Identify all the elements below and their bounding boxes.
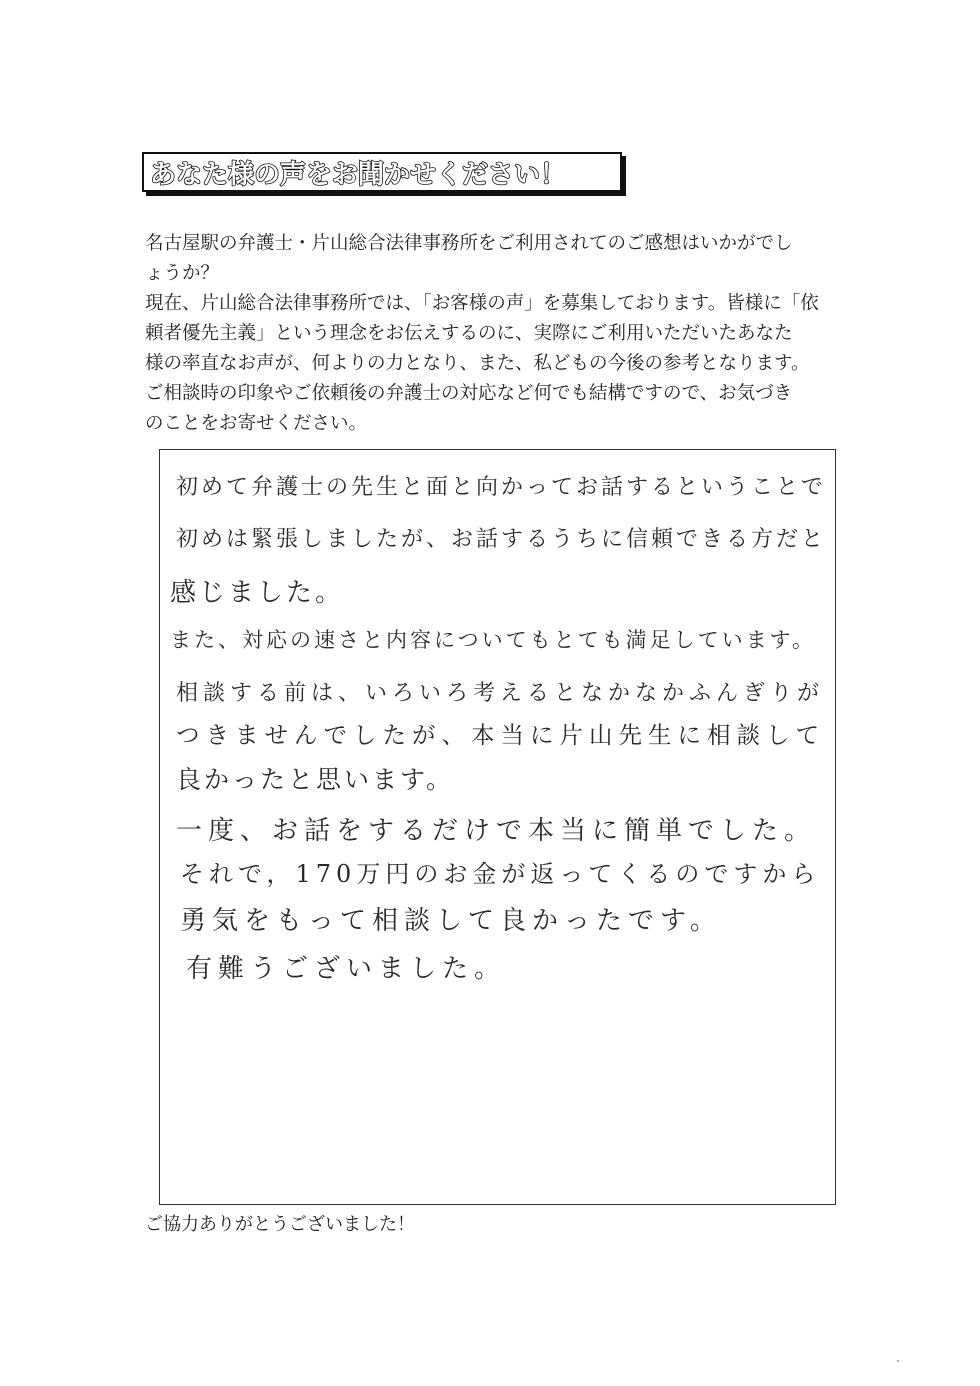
handwritten-line: 初めて弁護士の先生と面と向かってお話するということで xyxy=(176,475,827,500)
intro-line: 名古屋駅の弁護士・片山総合法律事務所をご利用されてのご感想はいかがでし xyxy=(145,233,793,254)
handwritten-line: 良かったと思います。 xyxy=(176,765,455,794)
handwritten-line: 初めは緊張しましたが、お話するうちに信頼できる方だと xyxy=(176,527,827,552)
handwritten-line: また、対応の速さと内容についてもとても満足しています。 xyxy=(170,628,816,652)
intro-line: 現在、片山総合法律事務所では、「お客様の声」を募集しております。皆様に「依 xyxy=(145,293,819,314)
intro-line: ょうか？ xyxy=(145,263,220,284)
footer-thanks: ご協力ありがとうございました！ xyxy=(145,1214,415,1235)
intro-line: のことをお寄せください。 xyxy=(145,413,368,434)
intro-line: 様の率直なお声が、何よりの力となり、また、私どもの今後の参考となります。 xyxy=(145,353,810,374)
handwritten-line: 相談する前は、いろいろ考えるとなかなかふんぎりが xyxy=(176,681,825,706)
handwritten-line: 感じました。 xyxy=(170,578,345,608)
intro-line: 頼者優先主義」という理念をお伝えするのに、実際にご利用いただいたあなた xyxy=(145,323,793,344)
scan-speck xyxy=(897,1360,899,1362)
handwritten-line: つきませんでしたが、本当に片山先生に相談して xyxy=(176,721,825,749)
title-box xyxy=(142,152,622,192)
handwritten-line: それで，170万円のお金が返ってくるのですから xyxy=(180,860,821,888)
handwritten-line: 有難うございました。 xyxy=(186,954,507,984)
intro-line: ご相談時の印象やご依頼後の弁護士の対応など何でも結構ですので、お気づき xyxy=(145,383,793,404)
page-title: あなた様の声をお聞かせください！ xyxy=(150,159,567,190)
handwritten-line: 勇気をもって相談して良かったです。 xyxy=(180,906,722,936)
intro-text xyxy=(145,229,845,439)
handwritten-line: 一度、お話をするだけで本当に簡単でした。 xyxy=(176,816,817,846)
